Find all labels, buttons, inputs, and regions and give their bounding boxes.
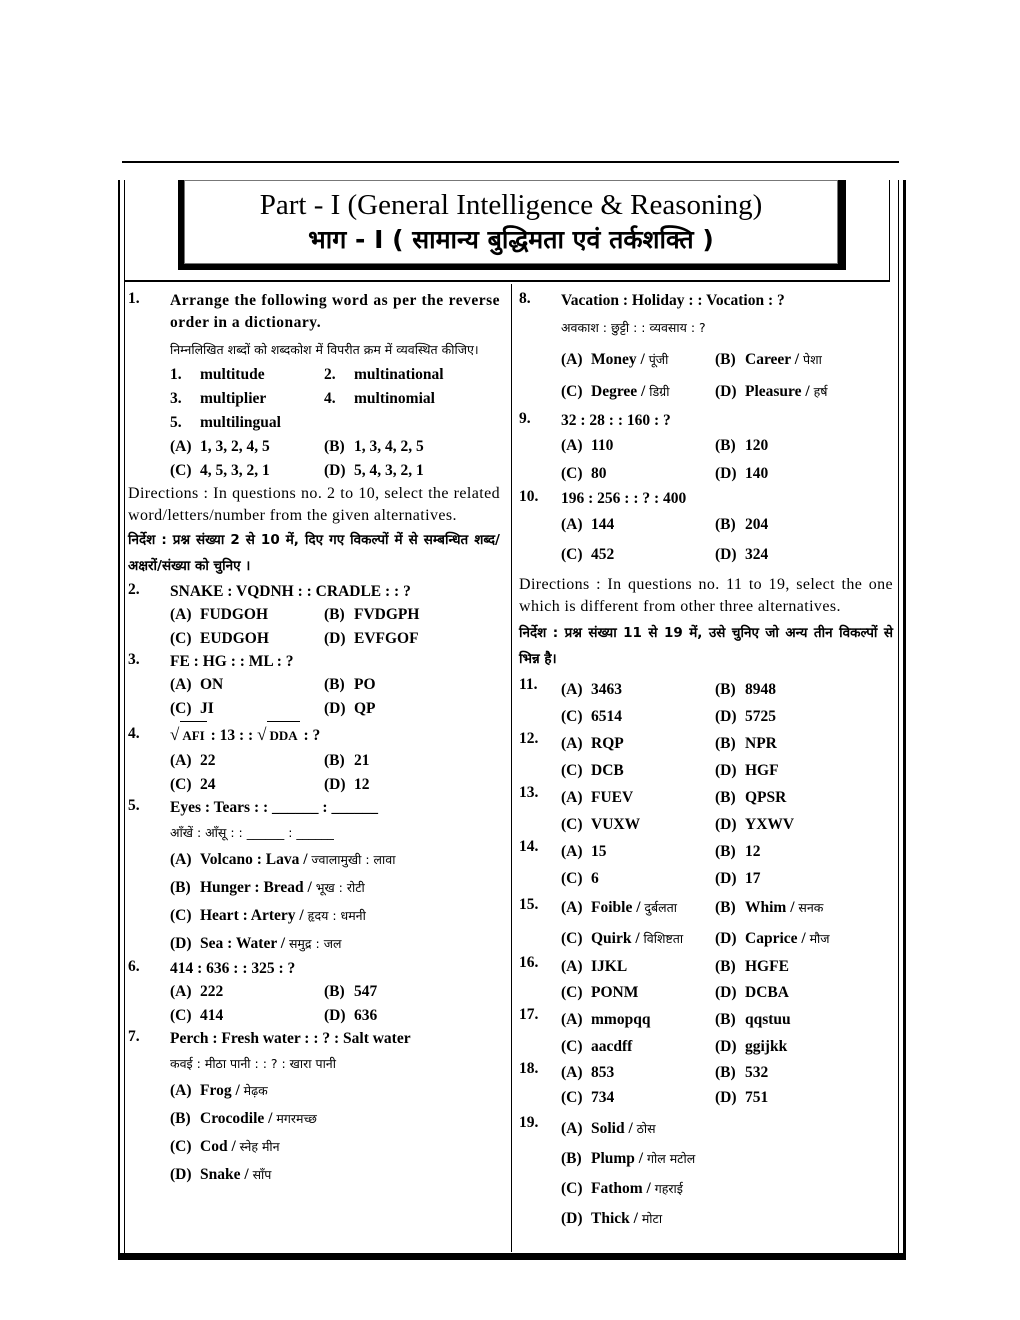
question-13 xyxy=(519,784,893,838)
option-c[interactable]: (C) 4, 5, 3, 2, 1 xyxy=(170,462,270,479)
option-b[interactable]: (B) 532 xyxy=(715,1064,769,1081)
option-b[interactable]: (B) Hunger : Bread / भूख : रोटी xyxy=(170,879,365,896)
question-2 xyxy=(128,581,500,651)
option-b[interactable]: (B) qqstuu xyxy=(715,1011,791,1028)
question-number: 2. xyxy=(128,581,140,598)
left-column xyxy=(128,290,500,1189)
option-b[interactable]: (B) QPSR xyxy=(715,789,787,806)
option-b[interactable]: (B) 21 xyxy=(324,752,370,769)
word-item: 1. multitude xyxy=(170,366,265,383)
option-c[interactable]: (C) 6 xyxy=(561,870,599,887)
option-c[interactable]: (C) Degree / डिग्री xyxy=(561,383,670,400)
answer-options xyxy=(561,892,893,954)
question-number: 5. xyxy=(128,797,140,814)
question-stem-hindi: अवकाश : छुट्टी : : व्यवसाय : ? xyxy=(561,320,706,335)
question-stem: SNAKE : VQDNH : : CRADLE : : ? xyxy=(170,583,411,600)
question-stem: √ AFI : 13 : : √ DDA : ? xyxy=(170,721,500,749)
question-10 xyxy=(519,488,893,570)
option-d[interactable]: (D) Snake / साँप xyxy=(170,1166,272,1183)
option-d[interactable]: (D) Caprice / मौज xyxy=(715,930,830,947)
option-c[interactable]: (C) 734 xyxy=(561,1089,615,1106)
answer-options xyxy=(561,1114,893,1234)
option-b[interactable]: (B) FVDGPH xyxy=(324,606,420,623)
question-15 xyxy=(519,892,893,954)
option-b[interactable]: (B) 547 xyxy=(324,983,378,1000)
option-a[interactable]: (A) 853 xyxy=(561,1064,615,1081)
option-d[interactable]: (D) Sea : Water / समुद्र : जल xyxy=(170,935,342,952)
column-divider xyxy=(511,284,512,1252)
question-1 xyxy=(128,290,500,483)
option-d[interactable]: (D) 324 xyxy=(715,546,769,563)
question-stem: FE : HG : : ML : ? xyxy=(170,653,294,670)
answer-options xyxy=(561,1006,893,1060)
question-number: 8. xyxy=(519,290,531,307)
option-d[interactable]: (D) YXWV xyxy=(715,816,795,833)
question-8 xyxy=(519,290,893,408)
frame-border-left-inner xyxy=(124,180,125,1258)
option-c[interactable]: (C) Heart : Artery / हृदय : धमनी xyxy=(170,907,366,924)
answer-options xyxy=(170,846,500,958)
question-number: 13. xyxy=(519,784,539,801)
option-b[interactable]: (B) 120 xyxy=(715,437,769,454)
question-16 xyxy=(519,954,893,1006)
option-d[interactable]: (D) 17 xyxy=(715,870,761,887)
word-item: 5. multilingual xyxy=(170,414,281,431)
question-18 xyxy=(519,1060,893,1110)
option-a[interactable]: (A) 144 xyxy=(561,516,615,533)
question-number: 11. xyxy=(519,676,538,693)
option-a[interactable]: (A) 222 xyxy=(170,983,224,1000)
option-a[interactable]: (A) 15 xyxy=(561,843,607,860)
option-a[interactable]: (A) Volcano : Lava / ज्वालामुखी : लावा xyxy=(170,851,396,868)
answer-options xyxy=(170,603,500,651)
question-stem-hindi: निम्नलिखित शब्दों को शब्दकोश में विपरीत क्रम में व्यवस्थित कीजिए। xyxy=(170,342,479,357)
option-b[interactable]: (B) Career / पेशा xyxy=(715,351,822,368)
question-stem: 414 : 636 : : 325 : ? xyxy=(170,960,296,977)
option-d[interactable]: (D) Thick / मोटा xyxy=(561,1210,663,1227)
question-number: 12. xyxy=(519,730,539,747)
answer-options xyxy=(561,730,893,784)
answer-options xyxy=(170,749,500,797)
answer-options xyxy=(561,1060,893,1110)
option-d[interactable]: (D) EVFGOF xyxy=(324,630,419,647)
option-c[interactable]: (C) 80 xyxy=(561,465,607,482)
option-d[interactable]: (D) Pleasure / हर्ष xyxy=(715,383,828,400)
answer-options xyxy=(561,344,893,408)
option-d[interactable]: (D) 140 xyxy=(715,465,769,482)
right-column xyxy=(519,290,893,1234)
question-stem: Vacation : Holiday : : Vocation : ? xyxy=(561,292,785,309)
option-c[interactable]: (C) DCB xyxy=(561,762,624,779)
answer-options xyxy=(561,838,893,892)
answer-options xyxy=(170,435,500,483)
word-item: 2. multinational xyxy=(324,366,444,383)
answer-options xyxy=(170,980,500,1028)
option-a[interactable]: (A) Foible / दुर्बलता xyxy=(561,899,678,916)
question-12 xyxy=(519,730,893,784)
question-stem: Arrange the following word as per the reverse order in a dictionary. xyxy=(170,292,500,331)
option-a[interactable]: (A) 110 xyxy=(561,437,614,454)
answer-options xyxy=(561,676,893,730)
option-c[interactable]: (C) EUDGOH xyxy=(170,630,269,647)
frame-border-left xyxy=(118,180,120,1258)
option-d[interactable]: (D) ggijkk xyxy=(715,1038,788,1055)
section-title-box xyxy=(184,180,838,264)
option-c[interactable]: (C) 24 xyxy=(170,776,216,793)
option-a[interactable]: (A) mmopqq xyxy=(561,1011,651,1028)
question-stem: 196 : 256 : : ? : 400 xyxy=(561,490,687,507)
question-stem: 32 : 28 : : 160 : ? xyxy=(561,412,671,429)
option-c[interactable]: (C) PONM xyxy=(561,984,639,1001)
option-a[interactable]: (A) FUEV xyxy=(561,789,634,806)
question-stem-hindi: कवई : मीठा पानी : : ? : खारा पानी xyxy=(170,1056,336,1071)
option-c[interactable]: (C) JI xyxy=(170,700,214,717)
directions-hindi: निर्देश : प्रश्न संख्या 11 से 19 में, उसे चुनिए जो अन्य तीन विकल्पों से भिन्न है। xyxy=(519,625,893,667)
answer-options xyxy=(170,673,500,721)
question-9 xyxy=(519,410,893,488)
option-a[interactable]: (A) RQP xyxy=(561,735,624,752)
option-c[interactable]: (C) Cod / स्नेह मीन xyxy=(170,1138,280,1155)
option-b[interactable]: (B) Crocodile / मगरमच्छ xyxy=(170,1110,317,1127)
option-b[interactable]: (B) Whim / सनक xyxy=(715,899,824,916)
question-14 xyxy=(519,838,893,892)
question-number: 6. xyxy=(128,958,140,975)
frame-border-right xyxy=(903,180,906,1258)
option-a[interactable]: (A) 1, 3, 2, 4, 5 xyxy=(170,438,270,455)
option-d[interactable]: (D) 751 xyxy=(715,1089,769,1106)
option-b[interactable]: (B) 12 xyxy=(715,843,761,860)
option-c[interactable]: (C) 6514 xyxy=(561,708,622,725)
question-stem: Perch : Fresh water : : ? : Salt water xyxy=(170,1030,411,1047)
answer-options xyxy=(170,1077,500,1189)
question-5 xyxy=(128,797,500,958)
word-item: 4. multinomial xyxy=(324,390,435,407)
section-title-hindi: भाग - I ( सामान्य बुद्धिमता एवं तर्कशक्ति ) xyxy=(308,225,714,254)
option-b[interactable]: (B) HGFE xyxy=(715,958,789,975)
question-number: 10. xyxy=(519,488,539,505)
option-b[interactable]: (B) NPR xyxy=(715,735,777,752)
option-a[interactable]: (A) Solid / ठोस xyxy=(561,1120,656,1137)
frame-border-bottom xyxy=(118,1253,906,1260)
square-root-icon: √ xyxy=(170,725,180,744)
question-7 xyxy=(128,1028,500,1189)
question-number: 3. xyxy=(128,651,140,668)
option-a[interactable]: (A) Frog / मेढ़क xyxy=(170,1082,268,1099)
directions-english: Directions : In questions no. 11 to 19, select the one which is different from other three alternatives. xyxy=(519,576,893,615)
option-c[interactable]: (C) Quirk / विशिष्टता xyxy=(561,930,684,947)
section-title-english: Part - I (General Intelligence & Reasoning) xyxy=(259,189,763,221)
question-number: 9. xyxy=(519,410,531,427)
word-item: 3. multiplier xyxy=(170,390,267,407)
option-a[interactable]: (A) Money / पूंजी xyxy=(561,351,669,368)
option-d[interactable]: (D) 636 xyxy=(324,1007,378,1024)
top-rule xyxy=(122,161,899,163)
option-b[interactable]: (B) 8948 xyxy=(715,681,776,698)
question-number: 14. xyxy=(519,838,539,855)
question-number: 18. xyxy=(519,1060,539,1077)
option-b[interactable]: (B) PO xyxy=(324,676,376,693)
option-a[interactable]: (A) 3463 xyxy=(561,681,622,698)
question-4 xyxy=(128,721,500,797)
option-d[interactable]: (D) 5, 4, 3, 2, 1 xyxy=(324,462,424,479)
word-list xyxy=(170,363,500,435)
option-a[interactable]: (A) 22 xyxy=(170,752,216,769)
question-stem-hindi: आँखें : आँसू : : ______ : ______ xyxy=(170,825,334,840)
question-number: 1. xyxy=(128,290,140,307)
question-number: 15. xyxy=(519,896,539,913)
question-stem: Eyes : Tears : : ______ : ______ xyxy=(170,799,378,816)
question-number: 17. xyxy=(519,1006,539,1023)
option-a[interactable]: (A) IJKL xyxy=(561,958,628,975)
square-root-icon: √ xyxy=(257,725,267,744)
frame-border-right-inner xyxy=(898,180,899,1258)
option-a[interactable]: (A) ON xyxy=(170,676,224,693)
option-d[interactable]: (D) 5725 xyxy=(715,708,776,725)
option-c[interactable]: (C) aacdff xyxy=(561,1038,633,1055)
question-17 xyxy=(519,1006,893,1060)
option-b[interactable]: (B) 204 xyxy=(715,516,769,533)
option-c[interactable]: (C) VUXW xyxy=(561,816,641,833)
question-6 xyxy=(128,958,500,1028)
radicand: DDA xyxy=(267,721,299,749)
option-b[interactable]: (B) Plump / गोल मटोल xyxy=(561,1150,696,1167)
option-c[interactable]: (C) 452 xyxy=(561,546,615,563)
question-11 xyxy=(519,676,893,730)
question-number: 7. xyxy=(128,1028,140,1045)
directions-english: Directions : In questions no. 2 to 10, select the related word/letters/number from the given alternatives. xyxy=(128,485,500,524)
answer-options xyxy=(561,954,893,1006)
answer-options xyxy=(561,784,893,838)
answer-options xyxy=(561,510,893,570)
option-d[interactable]: (D) 12 xyxy=(324,776,370,793)
question-19 xyxy=(519,1114,893,1234)
question-3 xyxy=(128,651,500,721)
answer-options xyxy=(561,432,893,488)
question-number: 4. xyxy=(128,725,140,742)
directions-hindi: निर्देश : प्रश्न संख्या 2 से 10 में, दिए गए विकल्पों में से सम्बन्धित शब्द/अक्षरों/संख्या को चुनिए । xyxy=(128,532,500,574)
option-b[interactable]: (B) 1, 3, 4, 2, 5 xyxy=(324,438,424,455)
option-c[interactable]: (C) Fathom / गहराई xyxy=(561,1180,683,1197)
question-number: 19. xyxy=(519,1114,539,1131)
option-a[interactable]: (A) FUDGOH xyxy=(170,606,269,623)
question-number: 16. xyxy=(519,954,539,971)
radicand: AFI xyxy=(180,721,206,749)
option-d[interactable]: (D) DCBA xyxy=(715,984,789,1001)
option-d[interactable]: (D) HGF xyxy=(715,762,779,779)
option-c[interactable]: (C) 414 xyxy=(170,1007,224,1024)
option-d[interactable]: (D) QP xyxy=(324,700,376,717)
